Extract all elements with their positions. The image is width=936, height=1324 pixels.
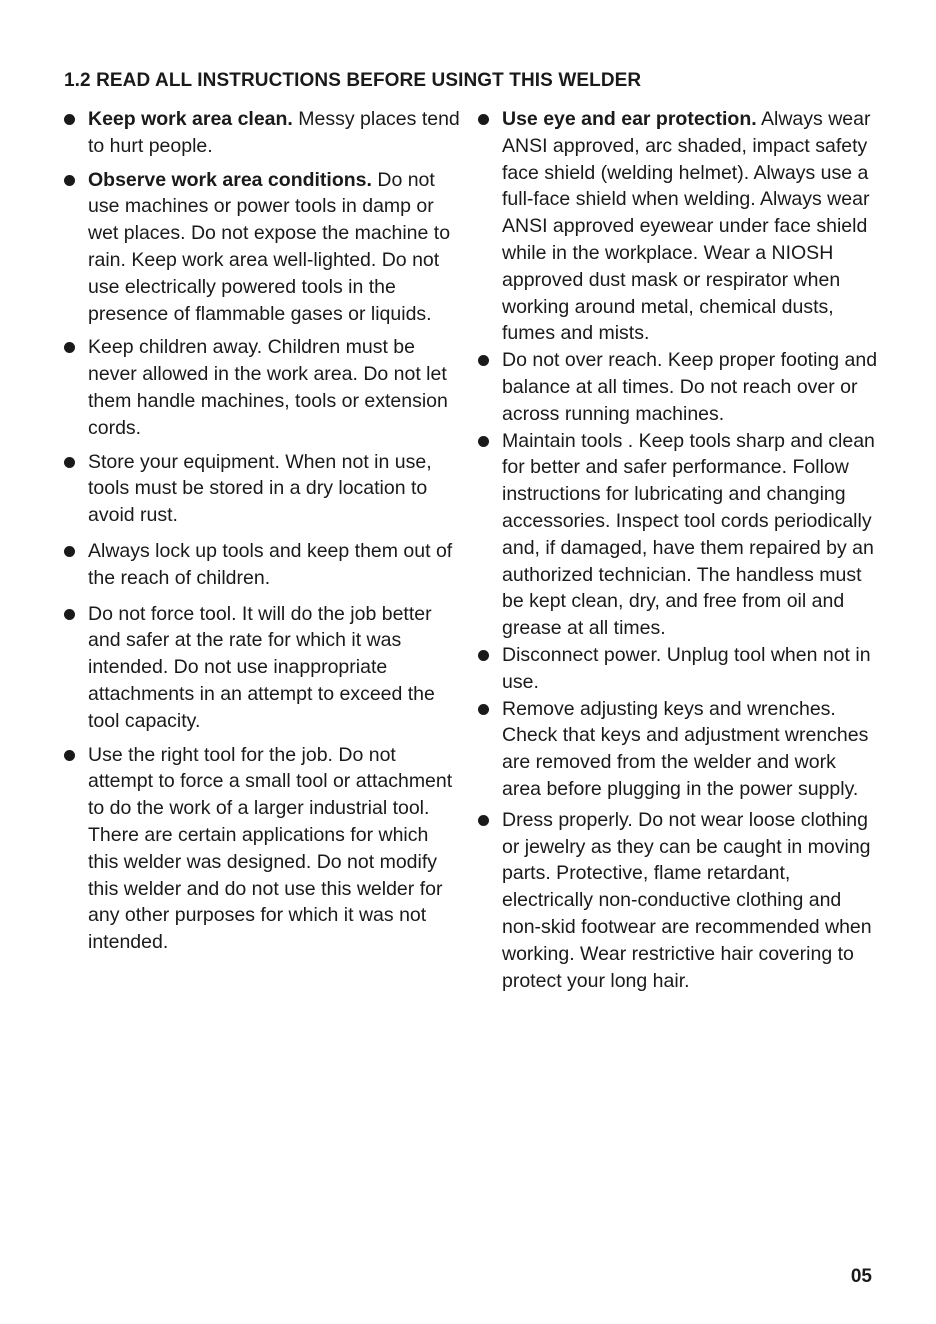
- bullet-icon: [64, 342, 75, 353]
- section-title: 1.2 READ ALL INSTRUCTIONS BEFORE USINGT THIS WELDER: [64, 70, 642, 91]
- item-text: Do not force tool. It will do the job better and safer at the rate for which it was intended. Do not use inappropriate attachments in an attempt to exceed the tool capacity.: [88, 602, 435, 732]
- list-item: [64, 449, 464, 529]
- item-lead: Observe work area conditions.: [88, 168, 372, 191]
- item-text: Use the right tool for the job. Do not attempt to force a small tool or attachment to do the work of a larger industrial tool. There are certain applications for which this welder was designed. Do not modify this welder and do not use this welder for any other purposes for which it was not intended.: [88, 743, 453, 954]
- bullet-icon: [478, 650, 489, 661]
- item-text: Always wear ANSI approved, arc shaded, impact safety face shield (welding helmet). Always use a full-face shield when welding. Always wear ANSI approved eyewear under face shield while in the workplace. Wear a NIOSH approved dust mask or respirator when working around metal, chemical dusts, fumes and mists.: [502, 108, 871, 345]
- list-item: [64, 334, 464, 441]
- item-text: Store your equipment. When not in use, tools must be stored in a dry location to avoid rust.: [88, 450, 432, 527]
- item-text: Always lock up tools and keep them out of the reach of children.: [88, 539, 453, 589]
- item-text: Do not use machines or power tools in damp or wet places. Do not expose the machine to rain. Keep work area well-lighted. Do not use electrically powered tools in the presence of flammable gases or liquids.: [88, 168, 451, 325]
- list-item: [478, 807, 878, 995]
- bullet-icon: [478, 355, 489, 366]
- item-text: Disconnect power. Unplug tool when not in use.: [502, 643, 871, 693]
- left-column: [64, 106, 464, 956]
- list-item: [64, 106, 464, 160]
- list-item: [478, 106, 878, 347]
- list-item: [478, 696, 878, 803]
- item-lead: Use eye and ear protection.: [502, 108, 757, 130]
- item-text: Remove adjusting keys and wrenches. Check that keys and adjustment wrenches are removed from the welder and work area before plugging in the power supply.: [502, 697, 869, 800]
- list-item: [478, 347, 878, 427]
- list-item: [64, 601, 464, 735]
- bullet-icon: [64, 609, 75, 620]
- list-item: [478, 428, 878, 642]
- item-text: Dress properly. Do not wear loose clothing or jewelry as they can be caught in moving parts. Protective, flame retardant, electrically non-conductive clothing and non-skid footwear are recommended when working. Wear restrictive hair covering to protect your long hair.: [502, 808, 872, 992]
- list-item: [64, 538, 464, 592]
- list-item: [64, 167, 464, 328]
- item-text: Messy places tend to hurt people.: [88, 108, 460, 157]
- bullet-icon: [478, 114, 489, 125]
- bullet-icon: [478, 815, 489, 826]
- item-text: Keep children away. Children must be never allowed in the work area. Do not let them handle machines, tools or extension cords.: [88, 336, 448, 439]
- bullet-icon: [478, 436, 489, 447]
- list-item: [478, 642, 878, 696]
- bullet-icon: [478, 704, 489, 715]
- item-text: Maintain tools . Keep tools sharp and clean for better and safer performance. Follow instructions for lubricating and changing accessories. Inspect tool cords periodically and, if damaged, have them repaired by an authorized technician. The handless must be kept clean, dry, and free from oil and grease at all times.: [502, 429, 875, 640]
- item-text: Do not over reach. Keep proper footing and balance at all times. Do not reach over or across running machines.: [502, 349, 878, 425]
- bullet-icon: [64, 457, 75, 468]
- bullet-icon: [64, 750, 75, 761]
- right-column: [478, 106, 878, 994]
- page-number: 05: [850, 1266, 872, 1287]
- bullet-icon: [64, 546, 75, 557]
- bullet-icon: [64, 114, 75, 125]
- bullet-icon: [64, 175, 75, 186]
- list-item: [64, 742, 464, 956]
- item-lead: Keep work area clean.: [88, 108, 293, 130]
